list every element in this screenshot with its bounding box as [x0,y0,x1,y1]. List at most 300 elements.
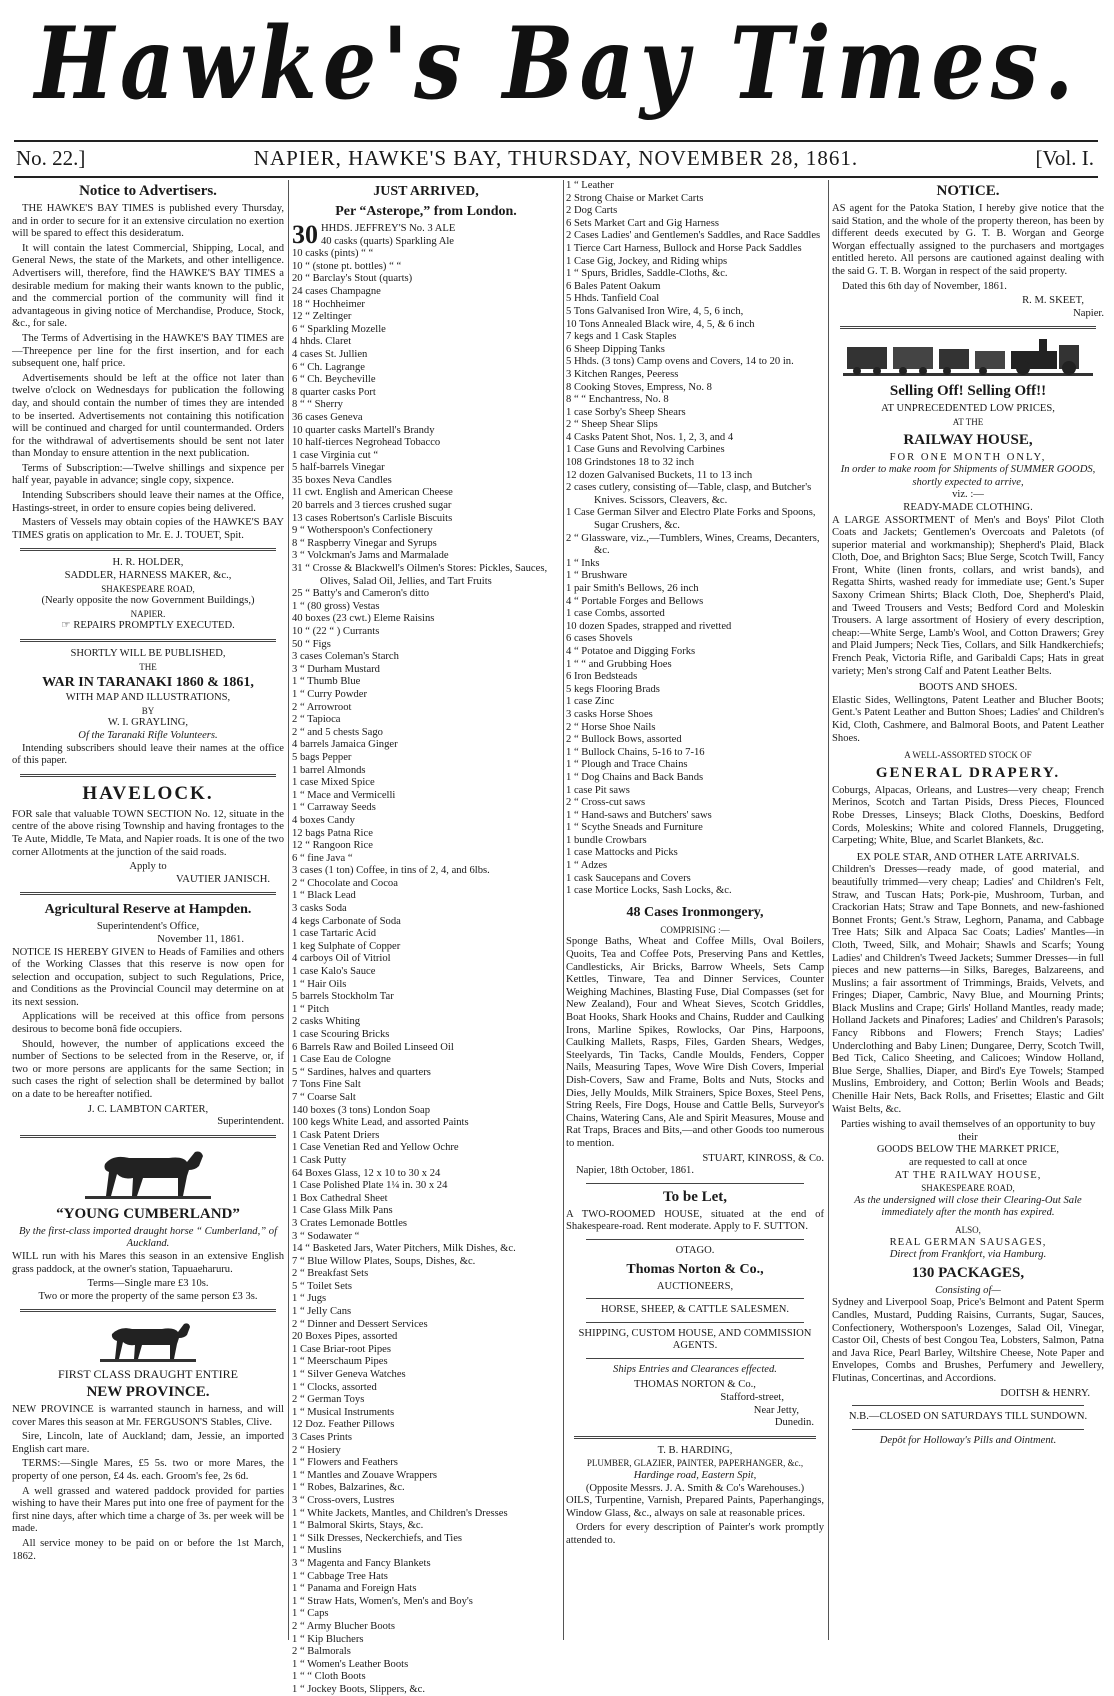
holder-trade: SADDLER, HARNESS MAKER, &c., [64,570,232,582]
list-item: 3 Cases Prints [292,1432,353,1443]
notice-place: Napier. [1073,307,1104,319]
list-item: 50 “ Figs [292,638,331,650]
havelock-body: FOR sale that valuable TOWN SECTION No. 12, situate in the centre of the above rising Township and having frontages to the Te Aute, Middle, Te Mata, and Napier roads. It is one of the two corner Allotments at the junction of the said roads. [12,808,284,858]
divider [586,1183,804,1184]
drapery-pre: A WELL-ASSORTED STOCK OF [904,750,1032,761]
pole-star-title: EX POLE STAR, AND OTHER LATE ARRIVALS. [856,851,1080,863]
list-item: 5 half-barrels Vinegar [292,462,385,474]
list-item: 1 bundle Crowbars [566,834,647,846]
list-item: 20 “ Barclay's Stout (quarts) [292,273,413,285]
agri-text: Should, however, the number of applications exceed the number of Sections to be selected from in the Reserve, or, if two or more persons are applicants for the same Section; in such cases the right of selection shall be determined by ballot on a date to be hereafter notified. [12,1038,284,1101]
ironmongery-sign: STUART, KINROSS, & Co. [702,1152,824,1164]
list-item: 5 kegs Flooring Brads [566,683,660,695]
list-item: 6 “ Sparkling Mozelle [292,323,386,335]
list-item: 1 “ Brushware [566,570,628,582]
list-item: 2 “ Sheep Shear Slips [566,419,658,431]
list-item: 1 “ Silk Dresses, Neckerchiefs, and Ties [292,1532,463,1544]
divider [586,1358,804,1359]
list-item: 1 “ Clocks, assorted [292,1381,377,1393]
list-item: 64 Boxes Glass, 12 x 10 to 30 x 24 [292,1167,441,1179]
volume-number: [Vol. I. [1035,146,1094,170]
below-market: SHAKESPEARE ROAD, [921,1183,1015,1194]
advertisers-notice-text: Terms of Subscription:—Twelve shillings and sixpence per half year, payable in advance; single copy, sixpence. [12,462,284,487]
list-item: 6 Barrels Raw and Boiled Linseed Oil [292,1041,454,1053]
young-cumberland-title: “YOUNG CUMBERLAND” [56,1205,240,1222]
selling-off-at: AT THE [952,416,984,427]
list-item: 12 dozen Galvanised Buckets, 11 to 13 inch [566,469,753,481]
divider [20,1309,276,1312]
clothing-body: A LARGE ASSORTMENT of Men's and Boys' Pilot Cloth Coats and Jackets; Gentlemen's Overcoats and Paletots (of superior material and workmanship); Shepherd's Plaid, Black Cloth, Doe, and Brighton Sacs; Blue Serge, Scotch Twill, Fancy Front, White (linen fronts, collars, and wrist bands), and Regatta Shirts, washed ready for immediate use; Gent.'s Super Saxony Crimean Shirts; Black Cloth, Doe, Shepherd's Plaid, and Tweed Trousers and Vests; Bedford Cord and Moleskin Trousers. A large assortment of Hosiery of every description, cheap:—White Serge, Lamb's Wool, and Cotton Drawers; Grey and Plaid Jumpers; Neck Ties, Collars, and Silk Handkerchiefs; French Peak, Victoria Rifle, and Garibaldi Caps; Hats in great variety; Men's strong Calf and Patent Leather Belts. [832,514,1104,677]
list-item: 10 quarter casks Martell's Brandy [292,424,435,436]
divider [586,1322,804,1323]
list-item: 3 casks Horse Shoes [566,708,653,720]
to-let-body: A TWO-ROOMED HOUSE, situated at the end of Shakespeare-road. Rent moderate. Apply to F. SUTTON. [566,1208,824,1233]
list-item: 3 cases Coleman's Starch [292,651,399,663]
list-item: 1 keg Sulphate of Copper [292,940,401,952]
list-item: 1 Case German Silver and Electro Plate Forks and Spoons, Sugar Crushers, &c. [566,507,816,532]
war-author: W. I. GRAYLING, [107,717,189,729]
list-item: 31 “ Crosse & Blackwell's Oilmen's Stores: Pickles, Sauces, Olives, Salad Oil, Jellies, and Tart Fruits [292,563,548,587]
drapery-title: GENERAL DRAPERY. [875,764,1061,781]
harding-road: Hardinge road, Eastern Spit, [633,1470,757,1482]
list-item: 20 barrels and 3 tierces crushed sugar [292,500,452,512]
list-item: 40 boxes (23 cwt.) Eleme Raisins [292,613,435,625]
list-item: 4 hhds. Claret [292,336,352,348]
war-shortly: SHORTLY WILL BE PUBLISHED, [70,648,226,659]
list-item: 1 “ Bullock Chains, 5-16 to 7-16 [566,746,705,758]
list-item: 1 cask Saucepans and Covers [566,872,691,884]
list-item: 3 “ Volckman's Jams and Marmalade [292,550,449,562]
list-item: 1 “ Meerschaum Pipes [292,1356,388,1368]
list-item: 1 “ Women's Leather Boots [292,1658,409,1670]
list-item: 1 case Virginia cut “ [292,449,379,461]
list-item: 1 “ Caps [292,1608,329,1620]
norton-address: Stafford-street, [720,1392,784,1404]
list-item: 1 case Zinc [566,696,615,708]
list-item: 1 case Tartaric Acid [292,928,377,940]
norton-name: Thomas Norton & Co., [626,1261,764,1277]
notice-body: AS agent for the Patoka Station, I hereby give notice that the said Station, and the whole of the property thereon, has been by different deeds executed by G. T. B. Worgan and George Worgan effectually assigned to the purchasers and mortgages entitled hereto. All persons are cautioned against dealing with the said G. T. B. Worgan in respect of the said property. [832,203,1104,277]
list-item: 6 “ Ch. Beycheville [292,374,376,386]
depot: Depôt for Holloway's Pills and Ointment. [879,1434,1057,1446]
list-item: 1 “ Flowers and Feathers [292,1457,398,1469]
list-item: 4 cases St. Jullien [292,348,368,360]
divider [586,1298,804,1299]
harding-body: OILS, Turpentine, Varnish, Prepared Paints, Paperhangings, Window Glass, &c., always on sale at reasonable prices. [566,1495,824,1519]
divider [20,892,276,895]
list-item: 1 “ Musical Instruments [292,1406,395,1418]
advertisers-notice-text: Intending Subscribers should leave their names at the Office, Hastings-street, in order to ensure copies being delivered. [12,490,284,514]
list-item: 1 “ Jockey Boots, Slippers, &c. [292,1683,425,1695]
divider [20,1135,276,1138]
harding-trade: PLUMBER, GLAZIER, PAINTER, PAPERHANGER, &c., [586,1458,804,1469]
selling-viz: viz. :— [952,489,984,501]
list-item: 5 Hhds. (3 tons) Camp ovens and Covers, 14 to 20 in. [566,356,794,368]
masthead [0,0,1114,128]
list-item: 1 “ Dog Chains and Back Bands [566,771,704,783]
issue-number: No. 22.] [16,146,86,170]
new-province-heading: FIRST CLASS DRAUGHT ENTIRE [58,1367,238,1382]
list-item: 5 “ Sardines, halves and quarters [292,1066,431,1078]
packages-sub: Consisting of— [935,1284,1001,1296]
list-item: 3 “ Sodawater “ [292,1230,360,1242]
list-item: 12 “ Zeltinger [292,311,352,323]
list-item: 1 Case Glass Milk Pans [292,1205,393,1217]
list-item: 1 “ Black Lead [292,890,356,902]
list-item: 1 “ Hand-saws and Butchers' saws [566,809,712,821]
list-item: 2 Cases Ladies' and Gentlemen's Saddles, and Race Saddles [566,230,821,242]
new-province-text: NEW PROVINCE is warranted staunch in harness, and will cover Mares this season at Mr. FERGUSON'S Stables, Clive. [12,1403,284,1428]
list-item: 2 “ Balmorals [292,1646,351,1658]
list-item: 1 Case Gig, Jockey, and Riding whips [566,255,728,267]
new-province-text: Sire, Lincoln, late of Auckland; dam, Jessie, an imported English cart mare. [12,1431,284,1455]
list-item: 1 “ Jelly Cans [292,1306,352,1318]
norton-line: Ships Entries and Clearances effected. [613,1363,777,1375]
nb-closed: N.B.—CLOSED ON SATURDAYS TILL SUNDOWN. [848,1411,1088,1423]
below-market: Parties wishing to avail themselves of an opportunity to buy their [840,1119,1096,1143]
drapery-body: Coburgs, Alpacas, Orleans, and Lustres—very cheap; French Merinos, Scotch and Tartan Pisids, Dress Pieces, Flounced Robe Dresses, Linseys; Black Cloths, Doeskins, Bedford Cords, Moleskins; White and colored Flannels, Druggeting, Carpeting; White, Blue, and Scarlet Blankets, &c. [832,784,1104,847]
railway-house: RAILWAY HOUSE, [903,431,1033,448]
holder-repairs: ☞ REPAIRS PROMPTLY EXECUTED. [61,620,235,632]
agri-office: Superintendent's Office, [96,921,200,933]
list-item: 7 Tons Fine Salt [292,1079,361,1091]
divider [574,1436,816,1439]
sausage-title: REAL GERMAN SAUSAGES, [889,1236,1047,1248]
agri-sign: J. C. LAMBTON CARTER, [87,1103,209,1115]
list-item: 1 Case Venetian Red and Yellow Ochre [292,1142,459,1154]
list-item: 3 Crates Lemonade Bottles [292,1217,408,1229]
list-item: 1 “ Scythe Sneads and Furniture [566,822,703,834]
list-item: 1 “ Muslins [292,1545,342,1557]
holder-road: SHAKESPEARE ROAD, [101,583,195,594]
column-rule [828,180,829,1640]
list-item: 6 “ fine Java “ [292,852,353,864]
list-item: 3 cases (1 ton) Coffee, in tins of 2, 4, and 6lbs. [292,865,490,877]
list-item: 1 “ Mantles and Zouave Wrappers [292,1469,437,1481]
column-4 [832,180,1104,1648]
list-item: 8 “ “ Sherry [292,399,343,411]
list-item: 10 “ (stone pt. bottles) “ “ [292,260,402,272]
list-item: 10 “ (22 “ ) Currants [292,626,380,637]
list-item: 2 “ Glassware, viz.,—Tumblers, Wines, Creams, Decanters, &c. [566,532,820,557]
list-item: 1 “ “ Cloth Boots [292,1671,366,1683]
list-item: 12 “ Rangoon Rice [292,840,373,852]
pointing-hand-icon: ☞ [61,620,74,632]
norton-address: Near Jetty, [753,1404,799,1416]
norton-line: SHIPPING, CUSTOM HOUSE, AND COMMISSION AGENTS. [578,1327,812,1352]
list-item: 1 case Sorby's Sheep Shears [566,406,686,418]
ironmongery-sub: COMPRISING :— [660,924,730,935]
new-province-title: NEW PROVINCE. [86,1383,210,1400]
selling-reason: In order to make room for Shipments of SUMMER GOODS, shortly expected to arrive, [840,464,1096,488]
list-item: 4 carboys Oil of Vitriol [292,953,391,965]
list-item: 2 “ German Toys [292,1394,365,1406]
also: ALSO, [955,1224,981,1235]
lead-number: 30 [292,220,318,249]
divider [20,548,276,551]
list-item: 1 Case Eau de Cologne [292,1054,391,1066]
list-item: 3 “ Magenta and Fancy Blankets [292,1557,431,1569]
list-item: 1 “ Mace and Vermicelli [292,789,396,801]
below-market: As the undersigned will close their Clearing-Out Sale immediately after the month has expired. [854,1194,1082,1219]
list-item: 1 “ Silver Geneva Watches [292,1369,406,1381]
list-item: 2 “ Breakfast Sets [292,1268,369,1280]
packages-sign: DOITSH & HENRY. [1000,1387,1090,1399]
harding-name: T. B. HARDING, [657,1444,733,1456]
advertisers-notice-text: Advertisements should be left at the office not later than twelve o'clock on Wednesdays for publication the following day, and should contain the number of times they are intended to be inserted. Advertisements not containing this notification will be continued and charged for until countermanded. Orders for the withdrawal of advertisements should be sent not later than Monday to ensure attention in the next publication. [12,372,284,460]
list-item: 1 Box Cathedral Sheet [292,1192,388,1204]
new-province-text: TERMS:—Single Mares, £5 5s. two or more Mares, the property of one person, £4 4s. each. Groom's fee, 2s 6d. [12,1458,284,1482]
list-item: 24 cases Champagne [292,285,381,297]
list-item: 1 “ White Jackets, Mantles, and Children's Dresses [292,1507,508,1519]
list-item: 1 case Mixed Spice [292,777,375,789]
agri-text: Applications will be received at this office from persons desirous to become bonâ fide occupiers. [12,1011,284,1036]
list-item: 8 quarter casks Port [292,386,376,398]
boots-title: BOOTS AND SHOES. [918,682,1018,694]
agri-date: November 11, 1861. [157,933,244,945]
list-item: 2 casks Whiting [292,1016,361,1028]
list-item: 1 “ Carraway Seeds [292,802,376,814]
list-item: 1 Cask Patent Driers [292,1129,380,1141]
just-arrived-title: JUST ARRIVED, [373,184,479,199]
below-market: AT THE RAILWAY HOUSE, [894,1169,1042,1181]
list-item: 8 “ Raspberry Vinegar and Syrups [292,537,437,549]
list-item: 2 “ and 5 chests Sago [292,726,383,738]
young-cumberland-terms2: Two or more the property of the same person £3 3s. [38,1290,258,1302]
ironmongery-date: Napier, 18th October, 1861. [576,1165,695,1177]
list-item: 6 Sets Market Cart and Gig Harness [566,217,719,229]
list-item: 1 pair Smith's Bellows, 26 inch [566,583,699,594]
list-item: 1 “ Leather [566,180,614,191]
selling-off-title: Selling Off! Selling Off!! [889,383,1047,400]
ready-made-clothing: READY-MADE CLOTHING. [903,501,1033,513]
list-item: 6 cases Shovels [566,633,633,645]
list-item: 4 kegs Carbonate of Soda [292,915,401,927]
war-the: THE [139,661,157,672]
list-item: 108 Grindstones 18 to 32 inch [566,457,694,469]
packages-title: 130 PACKAGES, [911,1264,1025,1281]
list-item: 1 case Mortice Locks, Sash Locks, &c. [566,885,732,897]
list-item: 1 “ “ and Grubbing Hoes [566,658,672,670]
column-rule [288,180,289,1640]
list-item: 3 “ Cross-overs, Lustres [292,1494,395,1506]
list-item: 1 Cask Putty [292,1154,347,1166]
goods-list [566,180,824,898]
list-item: 4 “ Potatoe and Digging Forks [566,645,696,657]
ironmongery-body: Sponge Baths, Wheat and Coffee Mills, Oval Boilers, Quoits, Tea and Coffee Pots, Preserving Pans and Kettles, Candlesticks, Air Bricks, Barrow Wheels, Sets Camp Kettles, Tinware, Tea and Dinner Services, Counter Weighing Machines, Blasting Fuse, Dial Compasses (set for New Zealand), Four and Wheat Sieves, Scotch Griddles, Boat Hooks, Shark Hooks and Chains, Rudder and Caulking Irons, Marline Spikes, Rowlocks, Oar Pins, Harpoons, Caulking Mallets, Rasps, Files, Garden Shears, Wedges, Steelyards, Tin Tacks, Candle Moulds, Fenders, Copper Nails, Measuring Tapes, Wove Wire Dish Covers, Imperial Dish-Covers, Saw and Frame, Bolts and Nuts, Stocks and Dies, Jelly Moulds, Milk Strainers, Spice Boxes, Steel Pens, String Reels, Fire Dogs, House and Cattle Bells, Surveyor's Chains, Watering Cans, Ale and Spirit Measures, Mouse and Rat Traps, Braces and Bits,—and other Goods too numerous to mention. [566,936,824,1149]
list-item: 6 Iron Bedsteads [566,671,638,683]
war-by: BY [141,705,155,716]
list-item: 3 Kitchen Ranges, Peeress [566,368,679,380]
notice-date: Dated this 6th day of November, 1861. [842,280,1007,292]
list-item: 7 “ Coarse Salt [292,1091,356,1103]
list-item: 1 case Kalo's Sauce [292,966,376,978]
harding-location: (Opposite Messrs. J. A. Smith & Co's Warehouses.) [585,1482,805,1494]
notice-title: NOTICE. [936,183,1000,199]
divider [586,1239,804,1240]
agri-role: Superintendent. [217,1116,284,1128]
list-item: 13 cases Robertson's Carlisle Biscuits [292,512,453,524]
young-cumberland-terms: Terms—Single mare £3 10s. [87,1278,209,1290]
list-item: 6 Sheep Dipping Tanks [566,343,665,355]
norton-line: HORSE, SHEEP, & CATTLE SALESMEN. [600,1304,790,1316]
ironmongery-title: 48 Cases Ironmongery, [626,904,764,920]
list-item: 2 “ Army Blucher Boots [292,1620,395,1632]
list-item: 1 Tierce Cart Harness, Bullock and Horse Pack Saddles [566,242,802,254]
list-item: 1 “ Pitch [292,1003,330,1015]
list-item: 4 “ Portable Forges and Bellows [566,595,704,607]
list-item: 4 Casks Patent Shot, Nos. 1, 2, 3, and 4 [566,431,734,443]
holder-town: NAPIER. [130,608,166,619]
lead-text: HHDS. JEFFREY'S No. 3 ALE [321,223,456,234]
list-item: 1 barrel Almonds [292,764,366,776]
list-item: 1 Case Briar-root Pipes [292,1343,391,1355]
list-item: 1 “ Inks [566,557,600,569]
agri-title: Agricultural Reserve at Hampden. [44,902,252,918]
war-maps: WITH MAP AND ILLUSTRATIONS, [65,692,231,704]
havelock-title: HAVELOCK. [82,782,214,804]
advertisers-notice-text: The Terms of Advertising in the HAWKE'S BAY TIMES are—Threepence per line for the first insertion, and for each subsequent one, half price. [12,332,284,370]
list-item: 8 “ “ Enchantress, No. 8 [566,394,669,406]
list-item: 12 bags Patna Rice [292,827,373,839]
list-item: 2 cases cutlery, consisting of—Table, clasp, and Butcher's Knives. Scissors, Cleavers, &c. [566,482,812,506]
column-3 [566,180,824,1648]
list-item: 2 “ Horse Shoe Nails [566,721,656,733]
advertisers-notice-text: THE HAWKE'S BAY TIMES is published every Thursday, and in order to secure for it an extensive circulation no exertion will be spared to effect this desideratum. [12,203,284,240]
norton-address: THOMAS NORTON & Co., [634,1379,756,1391]
below-market: are requested to call at once [909,1157,1027,1168]
list-item: 40 casks (quarts) Sparkling Ale [321,235,454,247]
list-item: 11 cwt. English and American Cheese [292,487,453,499]
below-market: GOODS BELOW THE MARKET PRICE, [876,1144,1060,1156]
list-item: 2 “ Hosiery [292,1444,341,1456]
havelock-name: VAUTIER JANISCH. [176,873,270,885]
horse-illustration [83,1144,213,1202]
newspaper-title: Hawke's Bay Times. [34,5,1080,122]
list-item: 1 “ Plough and Trace Chains [566,759,688,771]
list-item: 140 boxes (3 tons) London Soap [292,1104,431,1116]
list-item: 1 “ Hair Oils [292,978,347,990]
list-item: 1 case Combs, assorted [566,608,665,620]
goods-list [292,236,560,1696]
list-item: 20 Boxes Pipes, assorted [292,1331,398,1343]
one-month: FOR ONE MONTH ONLY, [889,451,1047,463]
list-item: 7 “ Blue Willow Plates, Soups, Dishes, &c. [292,1255,476,1267]
divider [20,639,276,642]
war-author-role: Of the Taranaki Rifle Volunteers. [78,729,218,741]
list-item: 12 Doz. Feather Pillows [292,1419,395,1431]
holder-location: (Nearly opposite the now Government Buildings,) [41,595,255,607]
list-item: 2 “ Cross-cut saws [566,797,646,809]
list-item: 2 Strong Chaise or Market Carts [566,192,704,204]
list-item: 6 “ Ch. Lagrange [292,361,365,373]
list-item: 18 “ Hochheimer [292,298,365,310]
column-2 [292,180,560,1695]
list-item: 1 Case Guns and Revolving Carbines [566,444,725,456]
list-item: 9 “ Wotherspoon's Confectionery [292,525,433,537]
divider [852,1405,1084,1406]
boots-body: Elastic Sides, Wellingtons, Patent Leather and Blucher Boots; Gent.'s Patent Leather and Button Shoes; Ladies' and Children's Kid, Cloth, Cashmere, and Balmoral Boots, and Patent Leather Shoes. [832,694,1104,744]
war-note: Intending subscribers should leave their names at the office of this paper. [12,742,284,767]
list-item: 5 “ Toilet Sets [292,1280,352,1292]
list-item: 10 Tons Annealed Black wire, 4, 5, & 6 inch [566,318,755,330]
list-item: 6 Bales Patent Oakum [566,280,661,292]
agri-text: NOTICE IS HEREBY GIVEN to Heads of Families and others of the Working Classes that this reserve is now open for selection and occupation, subject to such Regulations, Price, and Conditions as the Provincial Council may determine on at its next session. [12,946,284,1008]
list-item: 1 “ Spurs, Bridles, Saddle-Cloths, &c. [566,268,728,280]
list-item: 7 kegs and 1 Cask Staples [566,331,677,343]
list-item: 1 Case Polished Plate 1¼ in. 30 x 24 [292,1180,448,1192]
list-item: 3 casks Soda [292,903,347,915]
selling-off-sub: AT UNPRECEDENTED LOW PRICES, [881,403,1055,415]
advertisers-notice-title: Notice to Advertisers. [79,183,217,199]
packages-body: Sydney and Liverpool Soap, Price's Belmont and Patent Sperm Candles, Mustard, Pudding Raisins, Currants, Sugar, Sauces, Confectionery, Wotherspoon's Lozenges, Salad Oil, Vinegar, Castor Oil, Chests of best Congou Tea, Lobsters, Salmon, Patna and Java Rice, Pearl Barley, Wiltshire Cheese, Note Paper and Envelopes, Combs and Brushes, Perfumery and Jewellery, Flutinas, Concertinas, and Accordions. [832,1297,1104,1384]
horse-illustration [98,1318,198,1364]
list-item: 2 Dog Carts [566,205,618,217]
list-item: 1 “ Panama and Foreign Hats [292,1583,417,1595]
list-item: 2 “ Dinner and Dessert Services [292,1318,428,1330]
list-item: 25 “ Batty's and Cameron's ditto [292,588,430,600]
list-item: 4 boxes Candy [292,814,355,826]
list-item: 4 barrels Jamaica Ginger [292,739,398,751]
list-item: 10 casks (pints) “ “ [292,248,374,260]
list-item: 14 “ Basketed Jars, Water Pitchers, Milk Dishes, &c. [292,1243,516,1255]
list-item: 5 Hhds. Tanfield Coal [566,293,660,305]
norton-role: AUCTIONEERS, [656,1280,734,1292]
holder-name: H. R. HOLDER, [112,557,184,569]
list-item: 8 Cooking Stoves, Empress, No. 8 [566,381,712,393]
list-item: 5 barrels Stockholm Tar [292,991,394,1003]
list-item: 1 “ Adzes [566,860,608,872]
to-let-title: To be Let, [662,1188,728,1205]
list-item: 1 “ Jugs [292,1293,327,1305]
harding-orders: Orders for every description of Painter's work promptly attended to. [566,1522,824,1546]
otago: OTAGO. [675,1244,715,1256]
notice-sign: R. M. SKEET, [1022,295,1084,307]
list-item: 1 case Mattocks and Picks [566,847,678,859]
list-item: 3 “ Durham Mustard [292,663,380,675]
new-province-text: All service money to be paid on or before the 1st March, 1862. [12,1537,284,1562]
list-item: 1 “ Robes, Balzarines, &c. [292,1482,405,1494]
list-item: 1 “ Kip Bluchers [292,1633,364,1645]
war-title: WAR IN TARANAKI 1860 & 1861, [42,675,254,691]
sausage-sub: Direct from Frankfort, via Hamburg. [889,1249,1047,1261]
list-item: 100 kegs White Lead, and assorted Paints [292,1117,469,1129]
just-arrived-subtitle: Per “Asterope,” from London. [335,204,517,219]
list-item: 1 “ (80 gross) Vestas [292,600,380,612]
list-item: 2 “ Bullock Bows, assorted [566,734,682,746]
list-item: 1 case Pit saws [566,784,630,796]
divider [840,326,1096,329]
list-item: 1 “ Cabbage Tree Hats [292,1570,388,1582]
new-province-text: A well grassed and watered paddock provided for parties wishing to have their Mares put into one free of payment for the first nine days, after which time a charge of 3s. per week will be made. [12,1485,284,1535]
list-item: 1 “ Thumb Blue [292,676,361,688]
advertisers-notice-text: It will contain the latest Commercial, Shipping, Local, and General News, the state of the Markets, and other intelligence. Advertisers will, therefore, find the HAWKE'S BAY TIMES a desirable medium for making their wants known to the public, and the commercial portion of the community will find it advantageous in giving notice of Merchandise, Produce, Stock, &c., for sale. [12,242,284,330]
list-item: 1 “ Straw Hats, Women's, Men's and Boy's [292,1595,473,1607]
column-rule [563,180,564,1640]
list-item: 35 boxes Neva Candles [292,474,392,486]
list-item: 2 “ Tapioca [292,714,341,726]
column-1 [12,180,284,1648]
young-cumberland-sub: By the first-class imported draught horse “ Cumberland,” of Auckland. [18,1225,278,1250]
pole-star-body: Children's Dresses—ready made, of good material, and beautifully trimmed—very cheap; Ladies' and Children's Felt, Straw, and Tuscan Hats; Pork-pie, Mushroom, Turban, and Crackorian Hats; Straw and Tape Bonnets, and new-fashioned Bonnet Fronts; Gent.'s Straw, Leghorn, Panama, and Cabbage Tree Hats; Silk and Alpaca Sac Coats; Ladies' Mantles—in Cloth, Tweed, Silk, and Mohair; Shawls and Scarfs; Young Ladies' and Children's Tweed Jackets; Summer Dresses—in full pieces and new patterns—in Silks, Bareges, Balzareens, and Muslins; a fair assortment of Trimmings, Braids, Velvets, and Fringes; Diaper, Cambric, Navy Blue, and Mourning Prints; Black Muslins and Crape; Girls' Holland Mantles, ready made; Holland Jackets and Pinafores; Ladies' and Children's Parasols; Fancy Ribbons and Flowers; French Stays; Ladies' Underclothing and Baby Linen; Dungaree, Derry, Scotch Twill, Bed Tick, Calico Sheeting, and Calicoes; Window Holland, Blue Serge, Shallies, Diaper, and Bird's Eye Towels; Stamped Muslins, Embroidery, and Cotton; Berlin Wools and Beads; Chenille Hair Nets, Back Rolls, and Frisettes; Elastic and Gilt Waist Belts, &c. [832,864,1104,1115]
divider [852,1429,1084,1430]
list-item: 5 Tons Galvanised Iron Wire, 4, 5, 6 inch, [566,305,744,317]
list-item: 10 half-tierces Negrohead Tobacco [292,437,441,449]
advertisers-notice-text: Masters of Vessels may obtain copies of the HAWKE'S BAY TIMES gratis on application to Mr. E. J. TOUET, Spit. [12,517,284,541]
divider [20,774,276,777]
place-date: NAPIER, HAWKE'S BAY, THURSDAY, NOVEMBER 28, 1861. [253,146,859,170]
list-item: 1 “ Balmoral Skirts, Stays, &c. [292,1520,424,1532]
